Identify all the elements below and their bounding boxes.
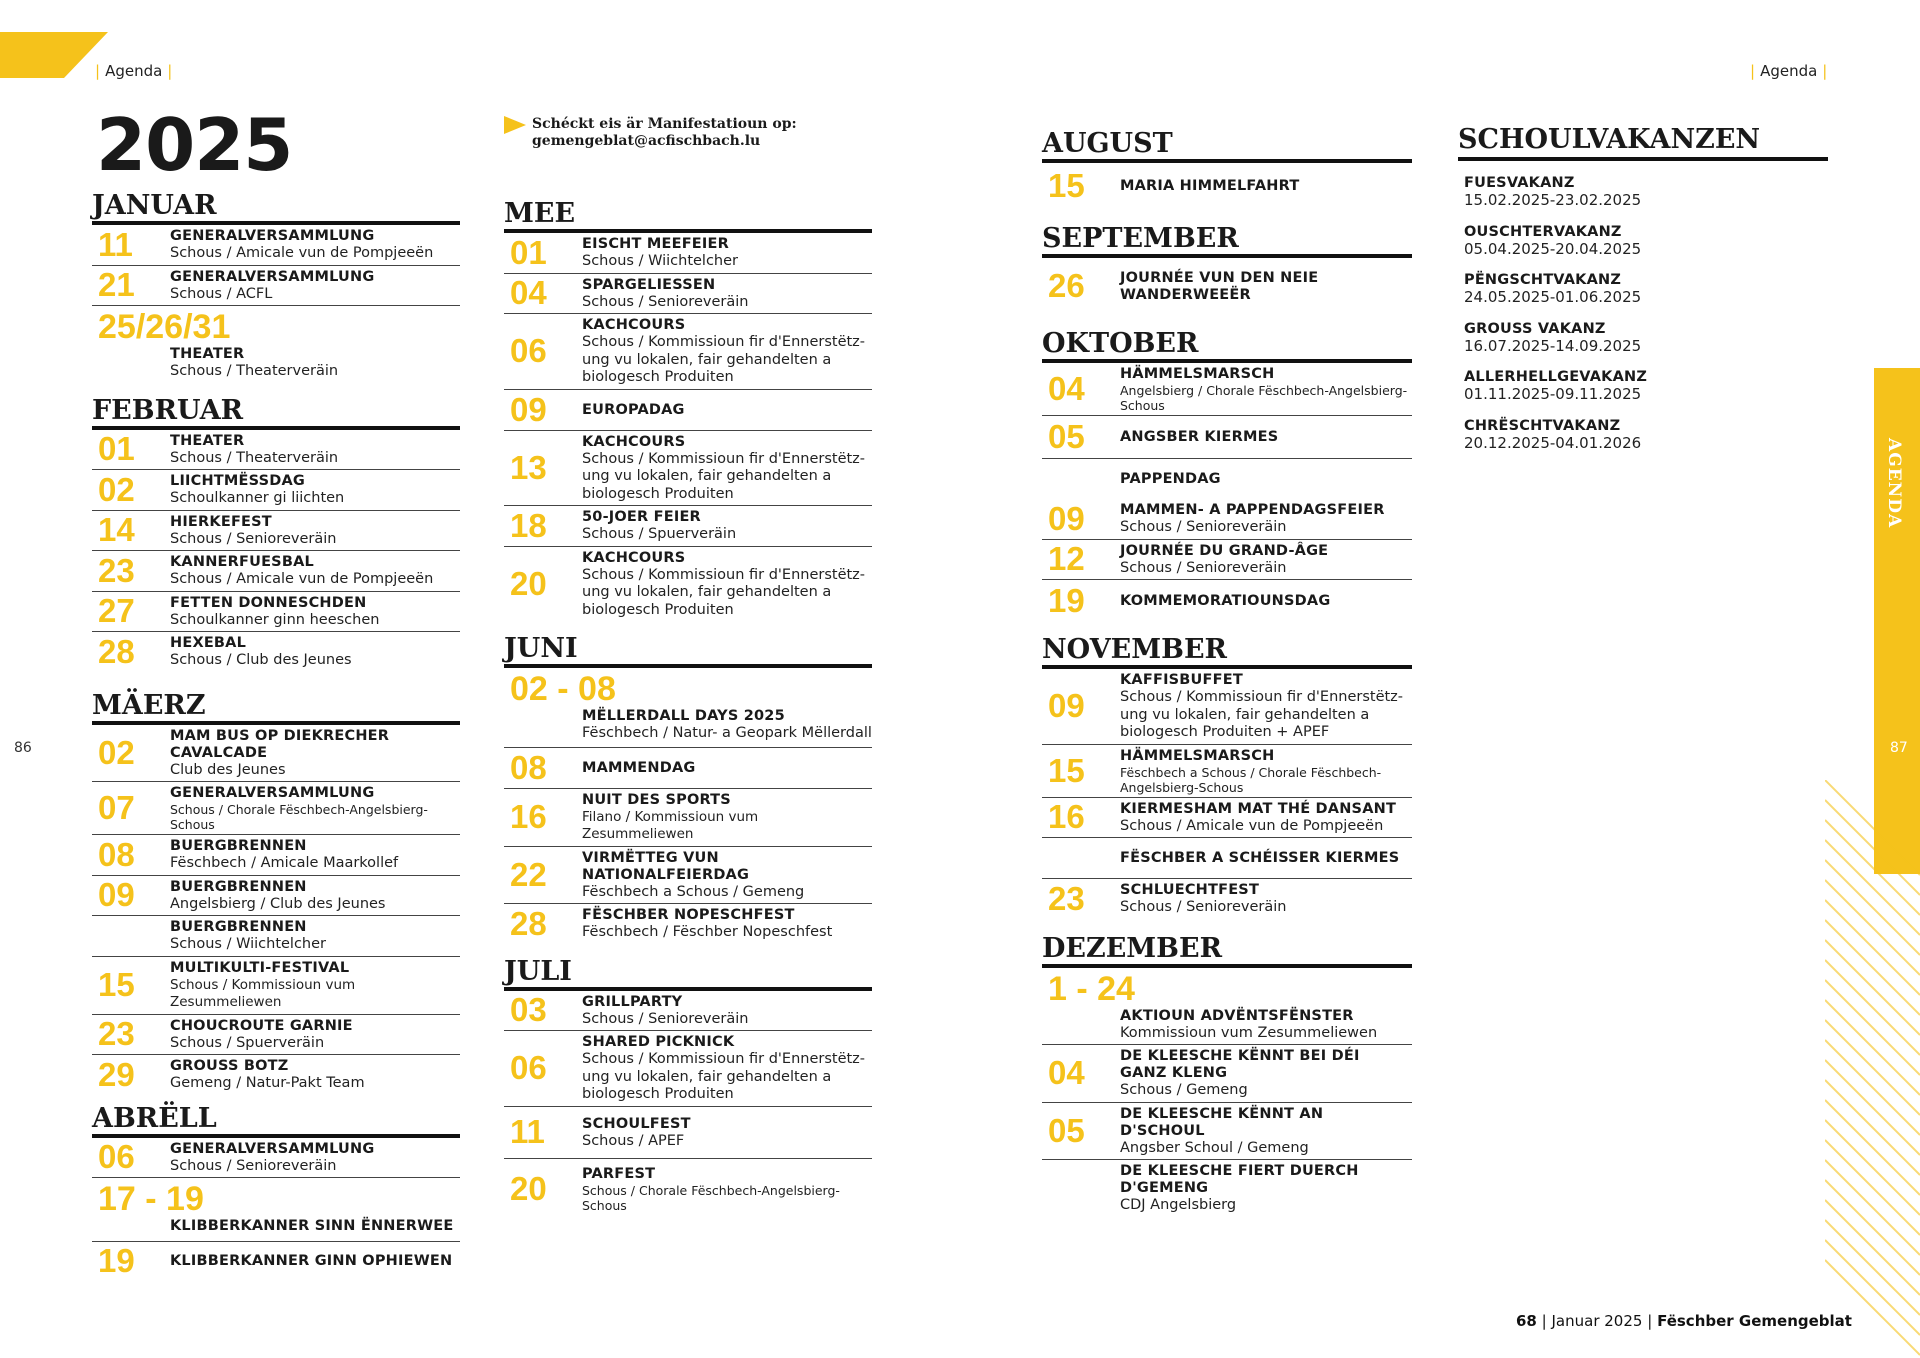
event-day: 09 xyxy=(1048,687,1085,725)
event-title: HÄMMELSMARSCH xyxy=(1120,747,1275,764)
event-sub: Schous / Wiichtelcher xyxy=(170,936,327,952)
running-header-right: | Agenda | xyxy=(1750,62,1828,80)
event-row xyxy=(92,225,460,266)
event-title: EUROPADAG xyxy=(582,401,685,418)
holiday-name: PËNGSCHTVAKANZ xyxy=(1464,272,1622,288)
column-2 xyxy=(504,194,872,1215)
event-title: VIRMËTTEG VUN NATIONALFEIERDAG xyxy=(582,849,750,883)
holiday-item xyxy=(1458,175,1828,210)
page-number-right: 87 xyxy=(1890,740,1908,756)
event-day: 27 xyxy=(98,592,135,630)
event-day: 06 xyxy=(510,1049,547,1087)
event-sub: Schous / Kommissioun fir d'Ennerstëtz-ung vu lokalen, fair gehandelten a biologesch Produiten xyxy=(582,334,866,385)
event-title: DE KLEESCHE FIERT DUERCH D'GEMENG xyxy=(1120,1163,1359,1196)
event-day: 14 xyxy=(98,511,135,549)
event-row xyxy=(92,266,460,307)
event-sub: Angsber Schoul / Gemeng xyxy=(1120,1139,1309,1156)
event-sub: Fëschbech a Schous / Gemeng xyxy=(582,883,805,900)
event-sub: Schous / Amicale vun de Pompjeeën xyxy=(170,245,434,261)
range-event-info xyxy=(92,1218,460,1242)
event-row xyxy=(1042,163,1412,209)
event-title: KACHCOURS xyxy=(582,317,686,333)
event-sub: Gemeng / Natur-Pakt Team xyxy=(170,1075,365,1091)
side-tab-label: AGENDA xyxy=(1884,438,1904,529)
event-row xyxy=(92,511,460,552)
event-row xyxy=(92,835,460,876)
month-heading-juni: JUNI xyxy=(504,629,872,668)
event-title: MULTIKULTI-FESTIVAL xyxy=(170,959,350,976)
event-day: 04 xyxy=(1048,370,1085,407)
month-heading-oktober: OKTOBER xyxy=(1042,324,1412,363)
event-row xyxy=(92,876,460,917)
event-sub: CDJ Angelsbierg xyxy=(1120,1197,1237,1213)
event-row xyxy=(92,1138,460,1179)
event-title: SCHOULFEST xyxy=(582,1115,691,1132)
submit-email-link[interactable]: gemengeblat@acfischbach.lu xyxy=(532,133,761,149)
event-day: 21 xyxy=(98,266,135,304)
event-title: NUIT DES SPORTS xyxy=(582,791,731,808)
event-sub: Fëschbech / Amicale Maarkollef xyxy=(170,855,399,871)
event-row xyxy=(92,1242,460,1280)
event-sub: Schous / Senioreveräin xyxy=(1120,519,1287,535)
event-row xyxy=(92,725,460,783)
event-day: 08 xyxy=(98,835,135,873)
event-day: 04 xyxy=(510,274,547,312)
event-row xyxy=(504,547,872,622)
event-row xyxy=(1042,580,1412,622)
event-title: GENERALVERSAMMLUNG xyxy=(170,268,375,285)
event-row xyxy=(92,782,460,835)
event-row xyxy=(504,431,872,507)
event-title: KIERMESHAM MAT THÉ DANSANT xyxy=(1120,800,1397,817)
month-heading-januar: JANUAR xyxy=(92,186,460,225)
event-sub: Schous / Senioreveräin xyxy=(582,293,749,310)
event-title: KACHCOURS xyxy=(582,433,686,450)
event-day: 13 xyxy=(510,448,547,486)
event-sub: Schous / Kommissioun fir d'Ennerstëtz-ung vu lokalen, fair gehandelten a biologesch Produiten xyxy=(582,450,866,502)
holiday-name: ALLERHELLGEVAKANZ xyxy=(1464,369,1648,385)
footer-separator: | xyxy=(1647,1312,1653,1330)
event-title: LIICHTMËSSDAG xyxy=(170,473,306,489)
event-row xyxy=(504,748,872,789)
event-title: FËSCHBER A SCHÉISSER KIERMES xyxy=(1120,850,1400,866)
event-row xyxy=(1042,258,1412,314)
event-sub: Fëschbech / Fëschber Nopeschfest xyxy=(582,924,833,940)
range-event-info xyxy=(92,346,460,391)
event-day: 02 xyxy=(98,733,135,771)
event-title: 50-JOER FEIER xyxy=(582,509,701,525)
event-title: MARIA HIMMELFAHRT xyxy=(1120,178,1300,194)
holiday-dates: 16.07.2025-14.09.2025 xyxy=(1464,336,1642,355)
event-row xyxy=(92,632,460,672)
event-sub: Schous / Kommissioun fir d'Ennerstëtz-ung vu lokalen, fair gehandelten a biologesch Produiten xyxy=(582,1051,866,1102)
event-day: 20 xyxy=(510,564,547,602)
event-row xyxy=(92,430,460,471)
event-row xyxy=(92,551,460,592)
submit-note xyxy=(532,116,797,150)
school-holidays xyxy=(1458,124,1828,452)
event-day: 16 xyxy=(510,798,547,835)
event-sub: Kommissioun vum Zesummeliewen xyxy=(1120,1024,1378,1041)
event-title: MAM BUS OP DIEKRECHER CAVALCADE xyxy=(170,727,390,761)
event-title: SPARGELIESSEN xyxy=(582,276,716,293)
event-title: FËSCHBER NOPESCHFEST xyxy=(582,907,795,923)
event-day: 23 xyxy=(98,551,135,589)
event-title: KACHCOURS xyxy=(582,549,686,566)
event-sub: Schous / Theaterveräin xyxy=(170,449,339,466)
event-title: MAMMENDAG xyxy=(582,759,696,776)
event-row xyxy=(504,1159,872,1215)
footer-page-number: 68 xyxy=(1516,1312,1537,1330)
holiday-dates: 01.11.2025-09.11.2025 xyxy=(1464,385,1642,403)
event-title: KLIBBERKANNER GINN OPHIEWEN xyxy=(170,1253,453,1269)
submit-note-text: Schéckt eis är Manifestatioun op: xyxy=(532,116,797,132)
event-sub: Filano / Kommissioun vum Zesummeliewen xyxy=(582,808,759,842)
event-sub: Schous / Senioreveräin xyxy=(170,530,337,547)
event-day: 18 xyxy=(510,506,547,544)
event-day: 06 xyxy=(510,332,547,370)
event-title: SCHLUECHTFEST xyxy=(1120,882,1260,898)
event-sub: Schous / Senioreveräin xyxy=(1120,899,1287,915)
event-row xyxy=(92,957,460,1015)
event-sub: Schous / Senioreveräin xyxy=(170,1157,337,1174)
event-row xyxy=(1042,798,1412,839)
event-sub: Angelsbierg / Chorale Fëschbech-Angelsbierg-Schous xyxy=(1120,383,1408,413)
event-day: 05 xyxy=(1048,1111,1085,1149)
event-row xyxy=(1042,363,1412,416)
holiday-item xyxy=(1458,418,1828,453)
event-row xyxy=(1042,459,1412,499)
event-sub: Fëschbech a Schous / Chorale Fëschbech-Angelsbierg-Schous xyxy=(1120,764,1382,795)
holiday-dates: 20.12.2025-04.01.2026 xyxy=(1464,433,1642,452)
event-sub: Schous / APEF xyxy=(582,1132,685,1149)
event-date-range: 02 - 08 xyxy=(510,670,616,708)
event-row xyxy=(1042,540,1412,581)
event-title: HÄMMELSMARSCH xyxy=(1120,366,1275,382)
event-day: 02 xyxy=(98,470,135,508)
event-day: 28 xyxy=(98,632,135,670)
event-sub: Schous / Chorale Fëschbech-Angelsbierg-Schous xyxy=(170,802,428,832)
event-title: JOURNÉE DU GRAND-ÂGE xyxy=(1120,542,1329,559)
event-day: 05 xyxy=(1048,418,1085,455)
range-event-info xyxy=(504,708,872,748)
event-day: 20 xyxy=(510,1170,547,1207)
running-header-left: | Agenda | xyxy=(95,62,173,80)
event-sub: Schous / Spuerveräin xyxy=(582,526,737,542)
event-sub: Schous / Amicale vun de Pompjeeën xyxy=(1120,817,1384,834)
school-holidays-title: SCHOULVAKANZEN xyxy=(1458,124,1828,161)
event-sub: Schous / Kommissioun fir d'Ennerstëtz-ung vu lokalen, fair gehandelten a biologesch Produiten xyxy=(582,566,866,618)
event-title: AKTIOUN ADVËNTSFËNSTER xyxy=(1120,1007,1354,1024)
event-row xyxy=(92,470,460,511)
event-title: ANGSBER KIERMES xyxy=(1120,429,1279,445)
holiday-dates: 05.04.2025-20.04.2025 xyxy=(1464,239,1642,258)
range-event-info xyxy=(1042,1008,1412,1046)
event-title: GRILLPARTY xyxy=(582,993,683,1010)
event-sub: Schous / Senioreveräin xyxy=(1120,559,1287,576)
event-row xyxy=(504,390,872,431)
event-day: 15 xyxy=(1048,167,1085,204)
event-sub: Schous / Gemeng xyxy=(1120,1082,1248,1098)
month-heading-juli: JULI xyxy=(504,952,872,991)
event-title: PARFEST xyxy=(582,1166,656,1182)
page-footer xyxy=(1516,1312,1852,1330)
holiday-name: FUESVAKANZ xyxy=(1464,175,1575,191)
event-day: 26 xyxy=(1048,267,1085,304)
event-sub: Schous / Theaterveräin xyxy=(170,363,339,379)
event-title: KANNERFUESBAL xyxy=(170,554,314,570)
event-title: PAPPENDAG xyxy=(1120,471,1221,487)
event-day: 29 xyxy=(98,1055,135,1093)
event-row xyxy=(504,233,872,274)
event-title: BUERGBRENNEN xyxy=(170,838,307,854)
event-day: 19 xyxy=(98,1242,135,1279)
event-sub: Angelsbierg / Club des Jeunes xyxy=(170,895,386,912)
event-day: 09 xyxy=(510,390,547,428)
event-title: BUERGBRENNEN xyxy=(170,878,307,895)
month-heading-mee: MEE xyxy=(504,194,872,233)
holiday-name: OUSCHTERVAKANZ xyxy=(1464,223,1622,240)
event-row xyxy=(92,1015,460,1056)
event-row xyxy=(1042,1045,1412,1103)
event-row xyxy=(1042,416,1412,459)
event-row xyxy=(1042,838,1412,879)
event-title: FETTEN DONNESCHDEN xyxy=(170,594,367,611)
event-day: 23 xyxy=(1048,879,1085,917)
event-row xyxy=(504,847,872,905)
footer-publication: Fëschber Gemengeblat xyxy=(1657,1312,1852,1330)
event-row xyxy=(92,1055,460,1095)
event-day: 07 xyxy=(98,789,135,826)
event-row xyxy=(92,592,460,633)
event-title: EISCHT MEEFEIER xyxy=(582,236,729,252)
holiday-name: CHRËSCHTVAKANZ xyxy=(1464,417,1621,434)
event-day: 22 xyxy=(510,855,547,893)
event-day: 08 xyxy=(510,748,547,786)
event-day: 19 xyxy=(1048,582,1085,619)
event-title: THEATER xyxy=(170,346,245,362)
event-date-range: 17 - 19 xyxy=(98,1180,204,1218)
event-day: 03 xyxy=(510,991,547,1029)
month-heading-september: SEPTEMBER xyxy=(1042,219,1412,258)
event-sub: Schous / Kommissioun fir d'Ennerstëtz-ung vu lokalen, fair gehandelten a biologesch Produiten + APEF xyxy=(1120,689,1404,740)
event-sub: Schoulkanner ginn heeschen xyxy=(170,611,380,628)
month-heading-dezember: DEZEMBER xyxy=(1042,929,1412,968)
holiday-dates: 15.02.2025-23.02.2025 xyxy=(1464,191,1642,209)
event-title: HIERKEFEST xyxy=(170,513,272,530)
event-title: BUERGBRENNEN xyxy=(170,919,307,935)
event-day: 04 xyxy=(1048,1054,1085,1092)
event-row xyxy=(1042,499,1412,540)
event-title: KLIBBERKANNER SINN ËNNERWEE xyxy=(170,1218,454,1234)
event-day: 12 xyxy=(1048,540,1085,578)
event-day: 16 xyxy=(1048,798,1085,836)
event-day: 28 xyxy=(510,904,547,942)
event-title: DE KLEESCHE KËNNT BEI DÉI GANZ KLENG xyxy=(1120,1048,1360,1081)
holiday-item xyxy=(1458,224,1828,259)
footer-separator: | xyxy=(1541,1312,1547,1330)
event-sub: Schous / Chorale Fëschbech-Angelsbierg-Schous xyxy=(582,1183,840,1213)
event-title: GENERALVERSAMMLUNG xyxy=(170,1140,375,1157)
event-day: 11 xyxy=(98,225,133,263)
event-title: JOURNÉE VUN DEN NEIE WANDERWEEËR xyxy=(1120,269,1319,303)
event-sub: Schous / Kommissioun vum Zesummeliewen xyxy=(170,976,356,1010)
event-day: 06 xyxy=(98,1138,135,1176)
holiday-dates: 24.05.2025-01.06.2025 xyxy=(1464,288,1642,306)
event-date-range: 25/26/31 xyxy=(98,308,231,346)
event-sub: Fëschbech / Natur- a Geopark Mëllerdall xyxy=(582,725,872,741)
event-sub: Schous / Amicale vun de Pompjeeën xyxy=(170,571,434,587)
event-row xyxy=(504,314,872,390)
event-title: KAFFISBUFFET xyxy=(1120,672,1243,688)
month-heading-november: NOVEMBER xyxy=(1042,630,1412,669)
decorative-stripes xyxy=(1825,780,1920,1358)
month-heading-august: AUGUST xyxy=(1042,124,1412,163)
event-sub: Schous / Spuerveräin xyxy=(170,1034,325,1051)
event-title: KOMMEMORATIOUNSDAG xyxy=(1120,593,1331,609)
month-heading-abrell: ABRËLL xyxy=(92,1099,460,1138)
column-1 xyxy=(92,104,460,1280)
column-3 xyxy=(1042,124,1412,1217)
holiday-item xyxy=(1458,321,1828,356)
event-sub: Club des Jeunes xyxy=(170,761,286,778)
event-sub: Schous / Wiichtelcher xyxy=(582,253,739,269)
event-title: THEATER xyxy=(170,432,245,449)
event-day: 09 xyxy=(98,876,135,914)
event-row xyxy=(504,274,872,315)
event-row xyxy=(92,916,460,957)
event-row xyxy=(504,1107,872,1160)
event-title: SHARED PICKNICK xyxy=(582,1034,735,1050)
event-row xyxy=(1042,1160,1412,1217)
event-sub: Schous / Senioreveräin xyxy=(582,1010,749,1027)
event-day: 09 xyxy=(1048,499,1085,537)
event-day: 11 xyxy=(510,1113,545,1151)
event-day: 01 xyxy=(98,430,135,468)
event-day: 15 xyxy=(98,966,135,1003)
event-row xyxy=(504,904,872,944)
event-row xyxy=(1042,1103,1412,1161)
month-heading-februar: FEBRUAR xyxy=(92,391,460,430)
event-title: HEXEBAL xyxy=(170,635,247,651)
year-title: 2025 xyxy=(96,103,293,187)
event-row xyxy=(1042,669,1412,745)
event-row xyxy=(504,991,872,1032)
footer-issue: Januar 2025 xyxy=(1551,1312,1643,1330)
event-day: 01 xyxy=(510,233,547,271)
holiday-item xyxy=(1458,369,1828,404)
event-title: MAMMEN- A PAPPENDAGSFEIER xyxy=(1120,502,1385,518)
event-day: 15 xyxy=(1048,751,1085,789)
event-row xyxy=(504,506,872,547)
holiday-item xyxy=(1458,272,1828,307)
event-row xyxy=(504,789,872,847)
event-sub: Schous / Club des Jeunes xyxy=(170,652,352,668)
event-title: GROUSS BOTZ xyxy=(170,1058,289,1074)
page-number-left: 86 xyxy=(14,740,32,756)
event-day: 23 xyxy=(98,1015,135,1053)
event-date-range: 1 - 24 xyxy=(1048,969,1135,1008)
event-row xyxy=(1042,879,1412,919)
event-sub: Schoulkanner gi liichten xyxy=(170,490,345,506)
event-title: DE KLEESCHE KËNNT AN D'SCHOUL xyxy=(1120,1105,1324,1139)
event-title: GENERALVERSAMMLUNG xyxy=(170,228,375,244)
event-row xyxy=(1042,745,1412,798)
event-title: CHOUCROUTE GARNIE xyxy=(170,1017,353,1034)
holiday-name: GROUSS VAKANZ xyxy=(1464,320,1606,337)
event-title: MËLLERDALL DAYS 2025 xyxy=(582,708,785,724)
submit-arrow-icon xyxy=(504,116,526,138)
event-sub: Schous / ACFL xyxy=(170,285,273,302)
month-heading-maerz: MÄERZ xyxy=(92,686,460,725)
event-title: GENERALVERSAMMLUNG xyxy=(170,785,375,801)
event-row xyxy=(504,1031,872,1107)
